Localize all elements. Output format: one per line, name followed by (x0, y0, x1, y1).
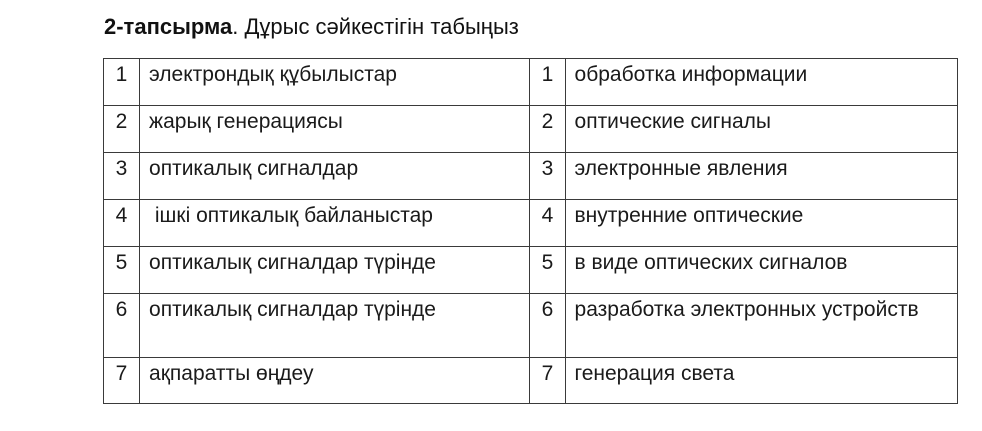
left-term: ақпаратты өңдеу (140, 358, 530, 404)
table-row (104, 294, 958, 358)
right-term: в виде оптических сигналов (565, 247, 957, 294)
table-row (104, 200, 958, 247)
right-term: оптические сигналы (565, 106, 957, 153)
left-term: оптикалық сигналдар (140, 153, 530, 200)
right-number: 5 (530, 247, 565, 294)
right-number: 6 (530, 294, 565, 358)
matching-table (103, 58, 958, 404)
right-number: 2 (530, 106, 565, 153)
task-instruction: . Дұрыс сәйкестігін табыңыз (232, 14, 519, 39)
left-number: 6 (104, 294, 140, 358)
right-number: 4 (530, 200, 565, 247)
table-row (104, 106, 958, 153)
table-row (104, 247, 958, 294)
table-row (104, 358, 958, 404)
task-number: 2-тапсырма (104, 14, 233, 39)
left-term: жарық генерациясы (140, 106, 530, 153)
left-term: оптикалық сигналдар түрінде (140, 294, 530, 358)
table-row (104, 59, 958, 106)
right-term: разработка электронных устройств (565, 294, 957, 358)
left-term: оптикалық сигналдар түрінде (140, 247, 530, 294)
left-number: 2 (104, 106, 140, 153)
right-number: 7 (530, 358, 565, 404)
left-number: 3 (104, 153, 140, 200)
right-term: обработка информации (565, 59, 957, 106)
right-term: генерация света (565, 358, 957, 404)
right-term: внутренние оптические (565, 200, 957, 247)
right-term: электронные явления (565, 153, 957, 200)
left-number: 5 (104, 247, 140, 294)
left-term: ішкі оптикалық байланыстар (140, 200, 530, 247)
table-row (104, 153, 958, 200)
left-term: электрондық құбылыстар (140, 59, 530, 106)
right-number: 3 (530, 153, 565, 200)
right-number: 1 (530, 59, 565, 106)
task-title (104, 12, 519, 42)
left-number: 1 (104, 59, 140, 106)
left-number: 7 (104, 358, 140, 404)
left-number: 4 (104, 200, 140, 247)
